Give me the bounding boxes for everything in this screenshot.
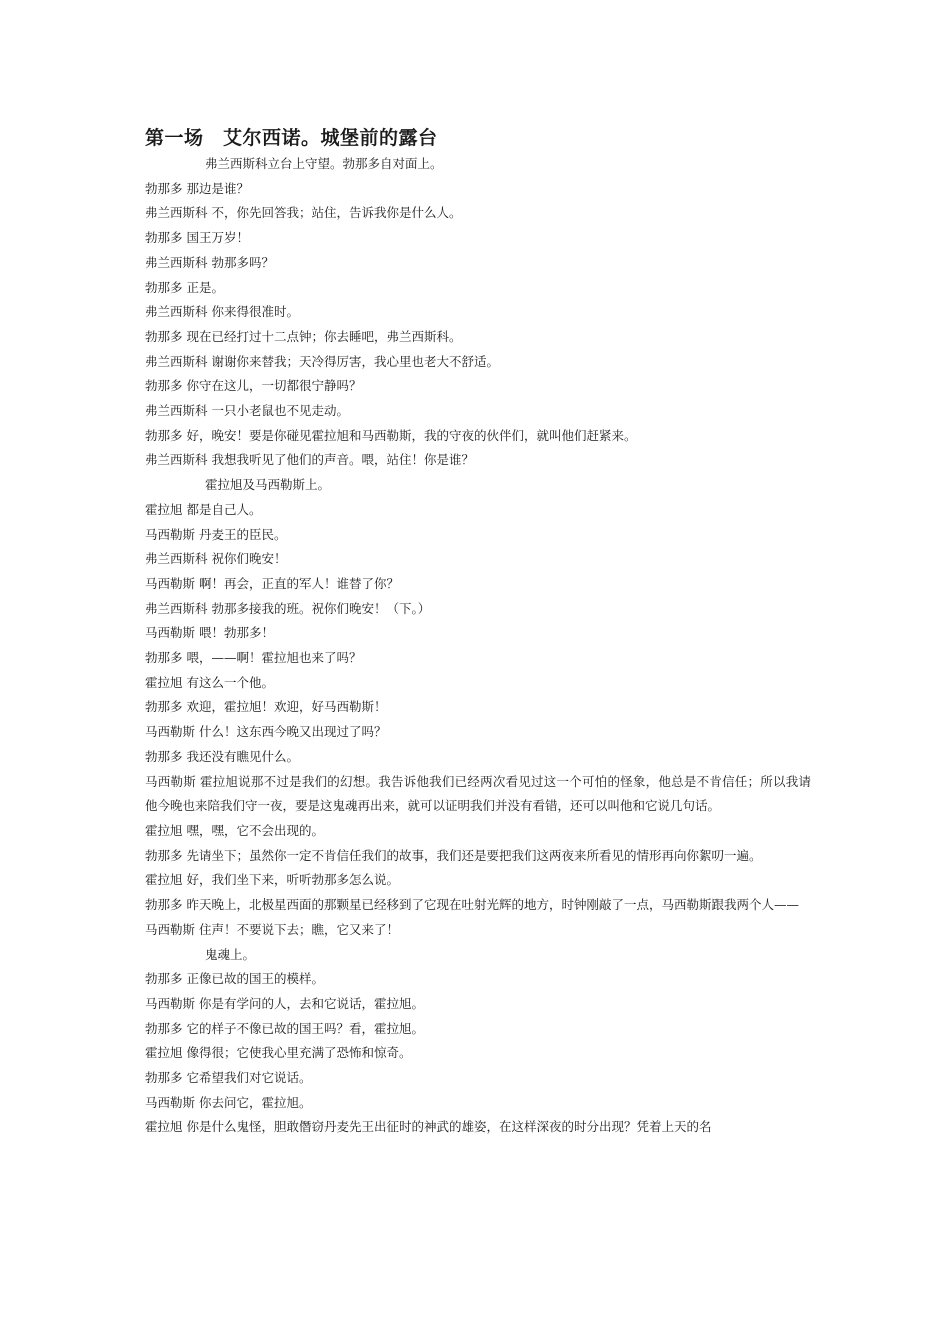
dialogue-line xyxy=(145,399,811,424)
speaker-name: 勃那多 xyxy=(145,650,183,666)
speech-text: 都是自己人。 xyxy=(186,501,262,517)
stage-direction: 弗兰西斯科立台上守望。勃那多自对面上。 xyxy=(205,156,443,171)
speech-text: 它的样子不像已故的国王吗？看，霍拉旭。 xyxy=(186,1020,425,1036)
speaker-name: 马西勒斯 xyxy=(145,1094,196,1110)
dialogue-line xyxy=(145,350,811,375)
speech-text: 勃那多吗？ xyxy=(211,254,275,270)
speech-text: 昨天晚上，北极星西面的那颗星已经移到了它现在吐射光辉的地方，时钟刚敲了一点，马西勒斯跟我两个人—— xyxy=(186,897,800,913)
speaker-name: 马西勒斯 xyxy=(145,575,196,591)
speaker-name: 霍拉旭 xyxy=(145,501,183,517)
dialogue-line xyxy=(145,374,811,399)
speaker-name: 勃那多 xyxy=(145,971,183,987)
speech-text: 你去问它，霍拉旭。 xyxy=(199,1094,312,1110)
speaker-name: 马西勒斯 xyxy=(145,625,196,641)
dialogue-line xyxy=(145,424,811,449)
dialogue-line xyxy=(145,770,811,819)
speaker-name: 勃那多 xyxy=(145,748,183,764)
speech-text: 啊！再会，正直的军人！谁替了你？ xyxy=(199,575,400,591)
speaker-name: 勃那多 xyxy=(145,180,183,196)
dialogue-line xyxy=(145,621,811,646)
dialogue-line xyxy=(145,1115,811,1140)
dialogue-line xyxy=(145,893,811,918)
dialogue-line xyxy=(145,671,811,696)
speech-text: 什么！这东西今晚又出现过了吗？ xyxy=(199,724,387,740)
speaker-name: 弗兰西斯科 xyxy=(145,205,208,221)
speaker-name: 弗兰西斯科 xyxy=(145,304,208,320)
speaker-name: 弗兰西斯科 xyxy=(145,600,208,616)
dialogue-line xyxy=(145,695,811,720)
speaker-name: 勃那多 xyxy=(145,427,183,443)
speech-text: 国王万岁！ xyxy=(186,230,250,246)
speech-text: 正像已故的国王的模样。 xyxy=(186,971,325,987)
dialogue-line xyxy=(145,325,811,350)
speech-text: 正是。 xyxy=(186,279,225,295)
dialogue-line xyxy=(145,572,811,597)
speech-text: 那边是谁？ xyxy=(186,180,250,196)
dialogue-line xyxy=(145,918,811,943)
dialogue-line xyxy=(145,226,811,251)
speaker-name: 弗兰西斯科 xyxy=(145,254,208,270)
speaker-name: 马西勒斯 xyxy=(145,724,196,740)
speech-text: 先请坐下；虽然你一定不肯信任我们的故事，我们还是要把我们这两夜来所看见的情形再向你絮叨一遍。 xyxy=(186,847,762,863)
dialogue-line xyxy=(145,992,811,1017)
dialogue-line xyxy=(145,448,811,473)
speaker-name: 勃那多 xyxy=(145,378,183,394)
stage-direction: 霍拉旭及马西勒斯上。 xyxy=(205,477,331,493)
speaker-name: 勃那多 xyxy=(145,279,183,295)
speaker-name: 弗兰西斯科 xyxy=(145,403,208,419)
speaker-name: 马西勒斯 xyxy=(145,921,196,937)
speech-text: 有这么一个他。 xyxy=(186,674,275,690)
scene-title: 第一场 艾尔西诺。城堡前的露台 xyxy=(145,127,438,149)
stage-direction: 鬼魂上。 xyxy=(205,946,256,962)
speech-text: 它希望我们对它说话。 xyxy=(186,1070,312,1086)
speaker-name: 勃那多 xyxy=(145,1020,183,1036)
dialogue-line xyxy=(145,1091,811,1116)
dialogue-line xyxy=(145,547,811,572)
speech-text: 嘿，嘿，它不会出现的。 xyxy=(186,822,325,838)
dialogue-line xyxy=(145,745,811,770)
speaker-name: 弗兰西斯科 xyxy=(145,452,208,468)
speaker-name: 勃那多 xyxy=(145,328,183,344)
document-page xyxy=(145,124,811,1140)
speech-text: 我还没有瞧见什么。 xyxy=(186,748,300,764)
speaker-name: 勃那多 xyxy=(145,1070,183,1086)
dialogue-line xyxy=(145,201,811,226)
speaker-name: 马西勒斯 xyxy=(145,995,196,1011)
speaker-name: 马西勒斯 xyxy=(145,526,196,542)
dialogue-line xyxy=(145,967,811,992)
speaker-name: 弗兰西斯科 xyxy=(145,551,208,567)
speech-text: 喂，——啊！霍拉旭也来了吗？ xyxy=(186,650,362,666)
speaker-name: 勃那多 xyxy=(145,230,183,246)
dialogue-line xyxy=(145,498,811,523)
speech-text: 霍拉旭说那不过是我们的幻想。我告诉他我们已经两次看见过这一个可怕的怪象，他总是不肯信任；所以我请他今晚也来陪我们守一夜，要是这鬼魂再出来，就可以证明我们并没有看错，还可以叫他和它说几句话。 xyxy=(145,773,811,814)
speaker-name: 霍拉旭 xyxy=(145,1119,183,1135)
dialogue-line xyxy=(145,1017,811,1042)
dialogue-line xyxy=(145,300,811,325)
speaker-name: 勃那多 xyxy=(145,699,183,715)
speaker-name: 勃那多 xyxy=(145,897,183,913)
speech-text: 谢谢你来替我；天冷得厉害，我心里也老大不舒适。 xyxy=(211,353,500,369)
dialogue-line xyxy=(145,523,811,548)
speech-text: 像得很；它使我心里充满了恐怖和惊奇。 xyxy=(186,1045,412,1061)
dialogue-line xyxy=(145,819,811,844)
dialogue-line xyxy=(145,276,811,301)
dialogue-line xyxy=(145,597,811,622)
dialogue-line xyxy=(145,251,811,276)
speech-text: 好，晚安！要是你碰见霍拉旭和马西勒斯，我的守夜的伙伴们，就叫他们赶紧来。 xyxy=(186,427,637,443)
speech-text: 丹麦王的臣民。 xyxy=(199,526,287,542)
dialogue-line xyxy=(145,646,811,671)
speaker-name: 马西勒斯 xyxy=(145,773,196,789)
speech-text: 住声！不要说下去；瞧，它又来了！ xyxy=(199,921,400,937)
speaker-name: 霍拉旭 xyxy=(145,674,183,690)
speaker-name: 弗兰西斯科 xyxy=(145,353,208,369)
dialogue-line xyxy=(145,177,811,202)
dialogue-line xyxy=(145,868,811,893)
dialogue-line xyxy=(145,1066,811,1091)
speech-text: 我想我听见了他们的声音。喂，站住！你是谁？ xyxy=(211,452,475,468)
speech-text: 不，你先回答我；站住，告诉我你是什么人。 xyxy=(211,205,462,221)
speaker-name: 勃那多 xyxy=(145,847,183,863)
speaker-name: 霍拉旭 xyxy=(145,822,183,838)
dialogue-line xyxy=(145,1041,811,1066)
speech-text: 好，我们坐下来，听听勃那多怎么说。 xyxy=(186,872,400,888)
dialogue-line xyxy=(145,844,811,869)
speech-text: 你来得很准时。 xyxy=(211,304,300,320)
speaker-name: 霍拉旭 xyxy=(145,872,183,888)
dialogue-line xyxy=(145,720,811,745)
speech-text: 一只小老鼠也不见走动。 xyxy=(211,403,350,419)
speech-text: 你是什么鬼怪，胆敢僭窃丹麦先王出征时的神武的雄姿，在这样深夜的时分出现？凭着上天的名 xyxy=(186,1119,712,1135)
speech-text: 现在已经打过十二点钟；你去睡吧，弗兰西斯科。 xyxy=(186,328,462,344)
speaker-name: 霍拉旭 xyxy=(145,1045,183,1061)
speech-text: 祝你们晚安！ xyxy=(211,551,287,567)
script-body xyxy=(145,152,811,1140)
speech-text: 欢迎，霍拉旭！欢迎，好马西勒斯！ xyxy=(186,699,387,715)
speech-text: 勃那多接我的班。祝你们晚安！（下。） xyxy=(211,600,431,616)
speech-text: 你是有学问的人，去和它说话，霍拉旭。 xyxy=(199,995,425,1011)
speech-text: 喂！勃那多！ xyxy=(199,625,275,641)
speech-text: 你守在这儿，一切都很宁静吗？ xyxy=(186,378,362,394)
